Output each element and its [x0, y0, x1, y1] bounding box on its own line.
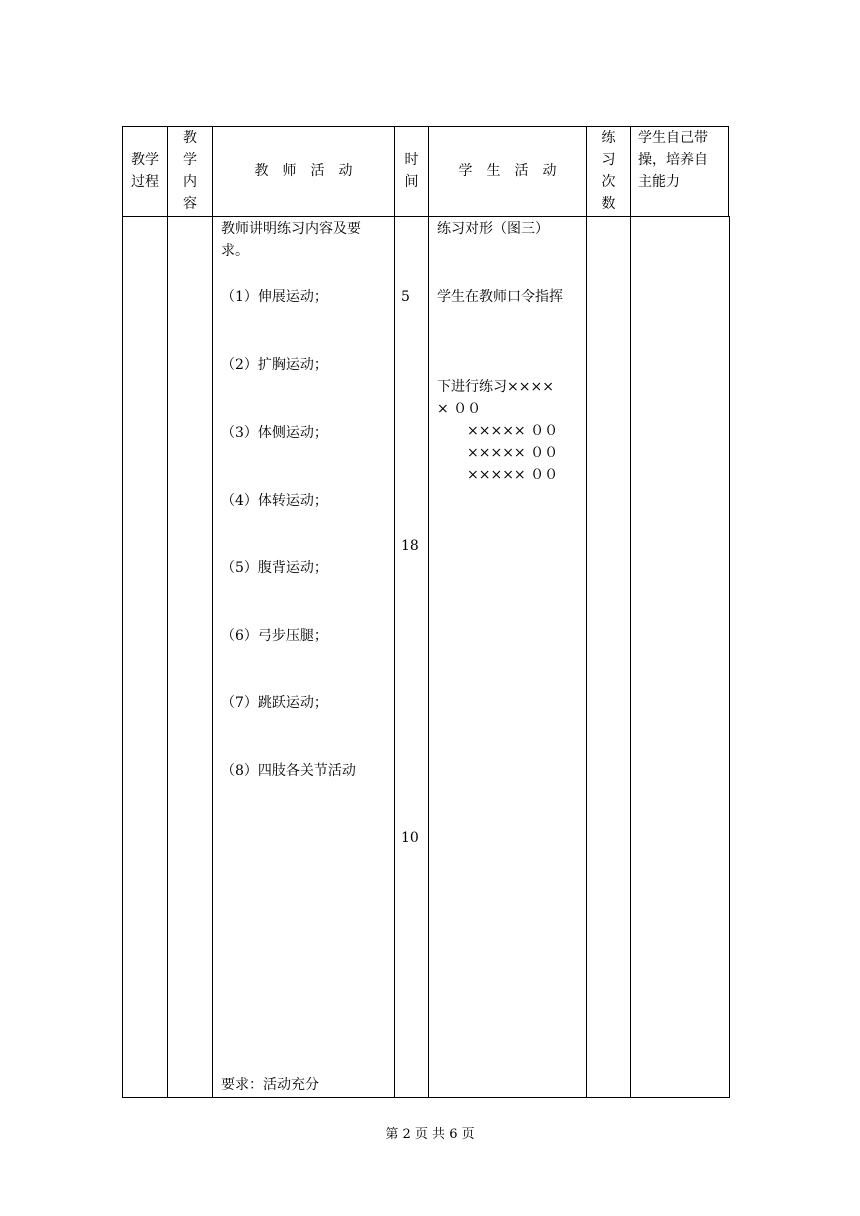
col-border-4	[428, 126, 429, 1098]
col-border-3	[394, 126, 395, 1098]
header-content: 教 学 内 容	[183, 130, 197, 212]
student-formation: 练习对形（图三）	[437, 221, 549, 237]
header-bottom-border	[122, 216, 730, 217]
page-number: 第 2 页 共 6 页	[385, 1127, 475, 1142]
time-value-3: 10	[401, 830, 419, 846]
col-border-6	[630, 126, 631, 1098]
teacher-item-3: （3）体侧运动；	[221, 425, 328, 441]
formation-row: ××××× ００	[467, 423, 559, 439]
header-student-activity: 学 生 活 动	[458, 163, 557, 179]
teacher-intro: 教师讲明练习内容及要 求。	[221, 221, 361, 259]
col-border-7-header	[728, 126, 729, 216]
teacher-requirement: 要求：活动充分	[221, 1077, 319, 1093]
col-border-0	[122, 126, 123, 1098]
student-instruction: 学生在教师口令指挥	[437, 289, 563, 305]
teacher-item-7: （7）跳跃运动；	[221, 695, 328, 711]
header-time: 时 间	[404, 152, 419, 190]
header-process: 教学 过程	[131, 152, 159, 190]
formation-row: ××××× ００	[467, 445, 559, 461]
header-note: 学生自己带 操，培养自 主能力	[638, 130, 708, 190]
table-bottom-border	[122, 1097, 730, 1098]
formation-row: ××××× ００	[467, 467, 559, 483]
header-count: 练 习 次 数	[601, 130, 616, 212]
teacher-item-1: （1）伸展运动；	[221, 289, 328, 305]
col-border-5	[586, 126, 587, 1098]
teacher-item-4: （4）体转运动；	[221, 493, 328, 509]
col-border-1	[167, 126, 168, 1098]
teacher-item-6: （6）弓步压腿；	[221, 628, 328, 644]
student-practice: 下进行练习×××× × ００	[437, 379, 554, 417]
time-value-2: 18	[401, 538, 419, 554]
col-border-7-body	[729, 216, 730, 1098]
teacher-item-8: （8）四肢各关节活动	[221, 763, 356, 779]
time-value-1: 5	[401, 289, 410, 305]
teacher-item-5: （5）腹背运动；	[221, 560, 328, 576]
col-border-2	[212, 126, 213, 1098]
header-teacher-activity: 教 师 活 动	[254, 163, 353, 179]
teacher-item-2: （2）扩胸运动；	[221, 357, 328, 373]
formation-grid	[467, 420, 558, 486]
